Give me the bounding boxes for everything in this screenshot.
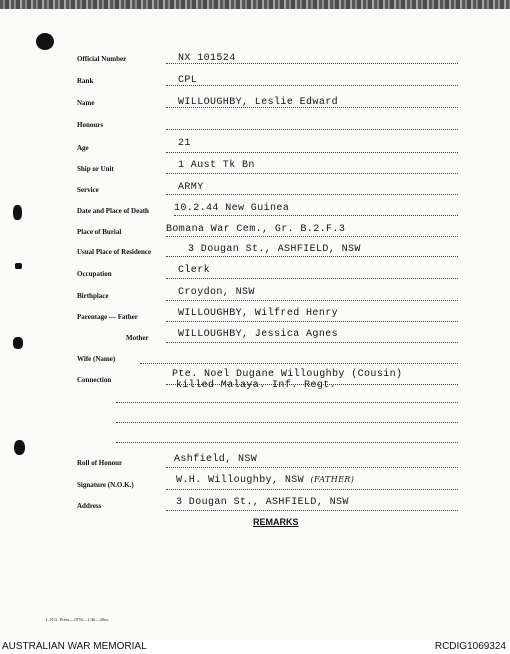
connection-line-2: killed Malaya. Inf. Regt. bbox=[176, 380, 337, 391]
age-label: Age bbox=[77, 144, 89, 152]
roll-of-honour-value: Ashfield, NSW bbox=[174, 454, 258, 465]
signature-value bbox=[176, 475, 354, 486]
service-value: ARMY bbox=[178, 182, 204, 193]
dotted-line bbox=[166, 300, 458, 301]
place-of-burial-label: Place of Burial bbox=[77, 228, 122, 236]
date-place-death-label: Date and Place of Death bbox=[77, 207, 149, 215]
binding-mark-3 bbox=[13, 337, 23, 349]
dotted-line bbox=[116, 422, 458, 423]
mother-value: WILLOUGHBY, Jessica Agnes bbox=[178, 329, 339, 340]
father-label: Parentage — Father bbox=[77, 313, 138, 321]
dotted-line bbox=[166, 489, 458, 490]
dotted-line bbox=[166, 278, 458, 279]
ship-or-unit-value: 1 Aust Tk Bn bbox=[178, 160, 255, 171]
birthplace-label: Birthplace bbox=[77, 292, 109, 300]
archive-caption-strip bbox=[0, 640, 510, 654]
form-printer-code: L.N.G. Press—1976—1/46—20m. bbox=[46, 617, 109, 622]
dotted-line bbox=[166, 129, 458, 130]
age-value: 21 bbox=[178, 138, 191, 149]
birthplace-value: Croydon, NSW bbox=[178, 287, 255, 298]
wife-label: Wife (Name) bbox=[77, 355, 116, 363]
place-of-burial-value: Bomana War Cem., Gr. B.2.F.3 bbox=[166, 224, 346, 235]
ship-or-unit-label: Ship or Unit bbox=[77, 165, 114, 173]
service-label: Service bbox=[77, 186, 99, 194]
name-value: WILLOUGHBY, Leslie Edward bbox=[178, 97, 339, 108]
dotted-line bbox=[166, 173, 458, 174]
dotted-line bbox=[116, 402, 458, 403]
binding-mark-4 bbox=[14, 440, 25, 455]
dotted-line bbox=[166, 194, 458, 195]
binding-mark-1 bbox=[13, 205, 22, 220]
dotted-line bbox=[140, 363, 458, 364]
dotted-line bbox=[166, 467, 458, 468]
father-value: WILLOUGHBY, Wilfred Henry bbox=[178, 308, 339, 319]
signature-note: (FATHER) bbox=[310, 475, 355, 484]
occupation-label: Occupation bbox=[77, 270, 112, 278]
signature-text: W.H. Willoughby, NSW bbox=[176, 475, 305, 486]
honours-label: Honours bbox=[77, 121, 104, 129]
dotted-line bbox=[166, 510, 458, 511]
roll-of-honour-label: Roll of Honour bbox=[77, 459, 123, 467]
address-label: Address bbox=[77, 502, 102, 510]
scan-top-edge bbox=[0, 0, 510, 9]
usual-residence-label: Usual Place of Residence bbox=[77, 248, 152, 256]
official-number-label: Official Number bbox=[77, 55, 127, 63]
dotted-line bbox=[166, 342, 458, 343]
address-value: 3 Dougan St., ASHFIELD, NSW bbox=[176, 497, 349, 508]
archive-name: AUSTRALIAN WAR MEMORIAL bbox=[2, 641, 147, 652]
date-place-death-value: 10.2.44 New Guinea bbox=[174, 203, 290, 214]
usual-residence-value: 3 Dougan St., ASHFIELD, NSW bbox=[188, 244, 361, 255]
name-label: Name bbox=[77, 99, 95, 107]
dotted-line bbox=[166, 256, 458, 257]
archive-record-id: RCDIG1069324 bbox=[434, 641, 506, 652]
dotted-line bbox=[166, 85, 458, 86]
mother-label: Mother bbox=[126, 334, 149, 342]
dotted-line bbox=[174, 215, 458, 216]
rank-label: Rank bbox=[77, 77, 94, 85]
dotted-line bbox=[166, 236, 458, 237]
connection-line-1: Pte. Noel Dugane Willoughby (Cousin) bbox=[172, 369, 403, 380]
dotted-line bbox=[166, 321, 458, 322]
dotted-line bbox=[116, 442, 458, 443]
remarks-heading: REMARKS bbox=[253, 517, 299, 527]
binding-mark-2 bbox=[15, 263, 22, 269]
official-number-value: NX 101524 bbox=[178, 53, 236, 64]
occupation-value: Clerk bbox=[178, 265, 211, 276]
punch-hole-top bbox=[36, 33, 54, 50]
dotted-line bbox=[166, 152, 458, 153]
rank-value: CPL bbox=[178, 75, 198, 86]
signature-label: Signature (N.O.K.) bbox=[77, 481, 134, 489]
connection-label: Connection bbox=[77, 376, 112, 384]
